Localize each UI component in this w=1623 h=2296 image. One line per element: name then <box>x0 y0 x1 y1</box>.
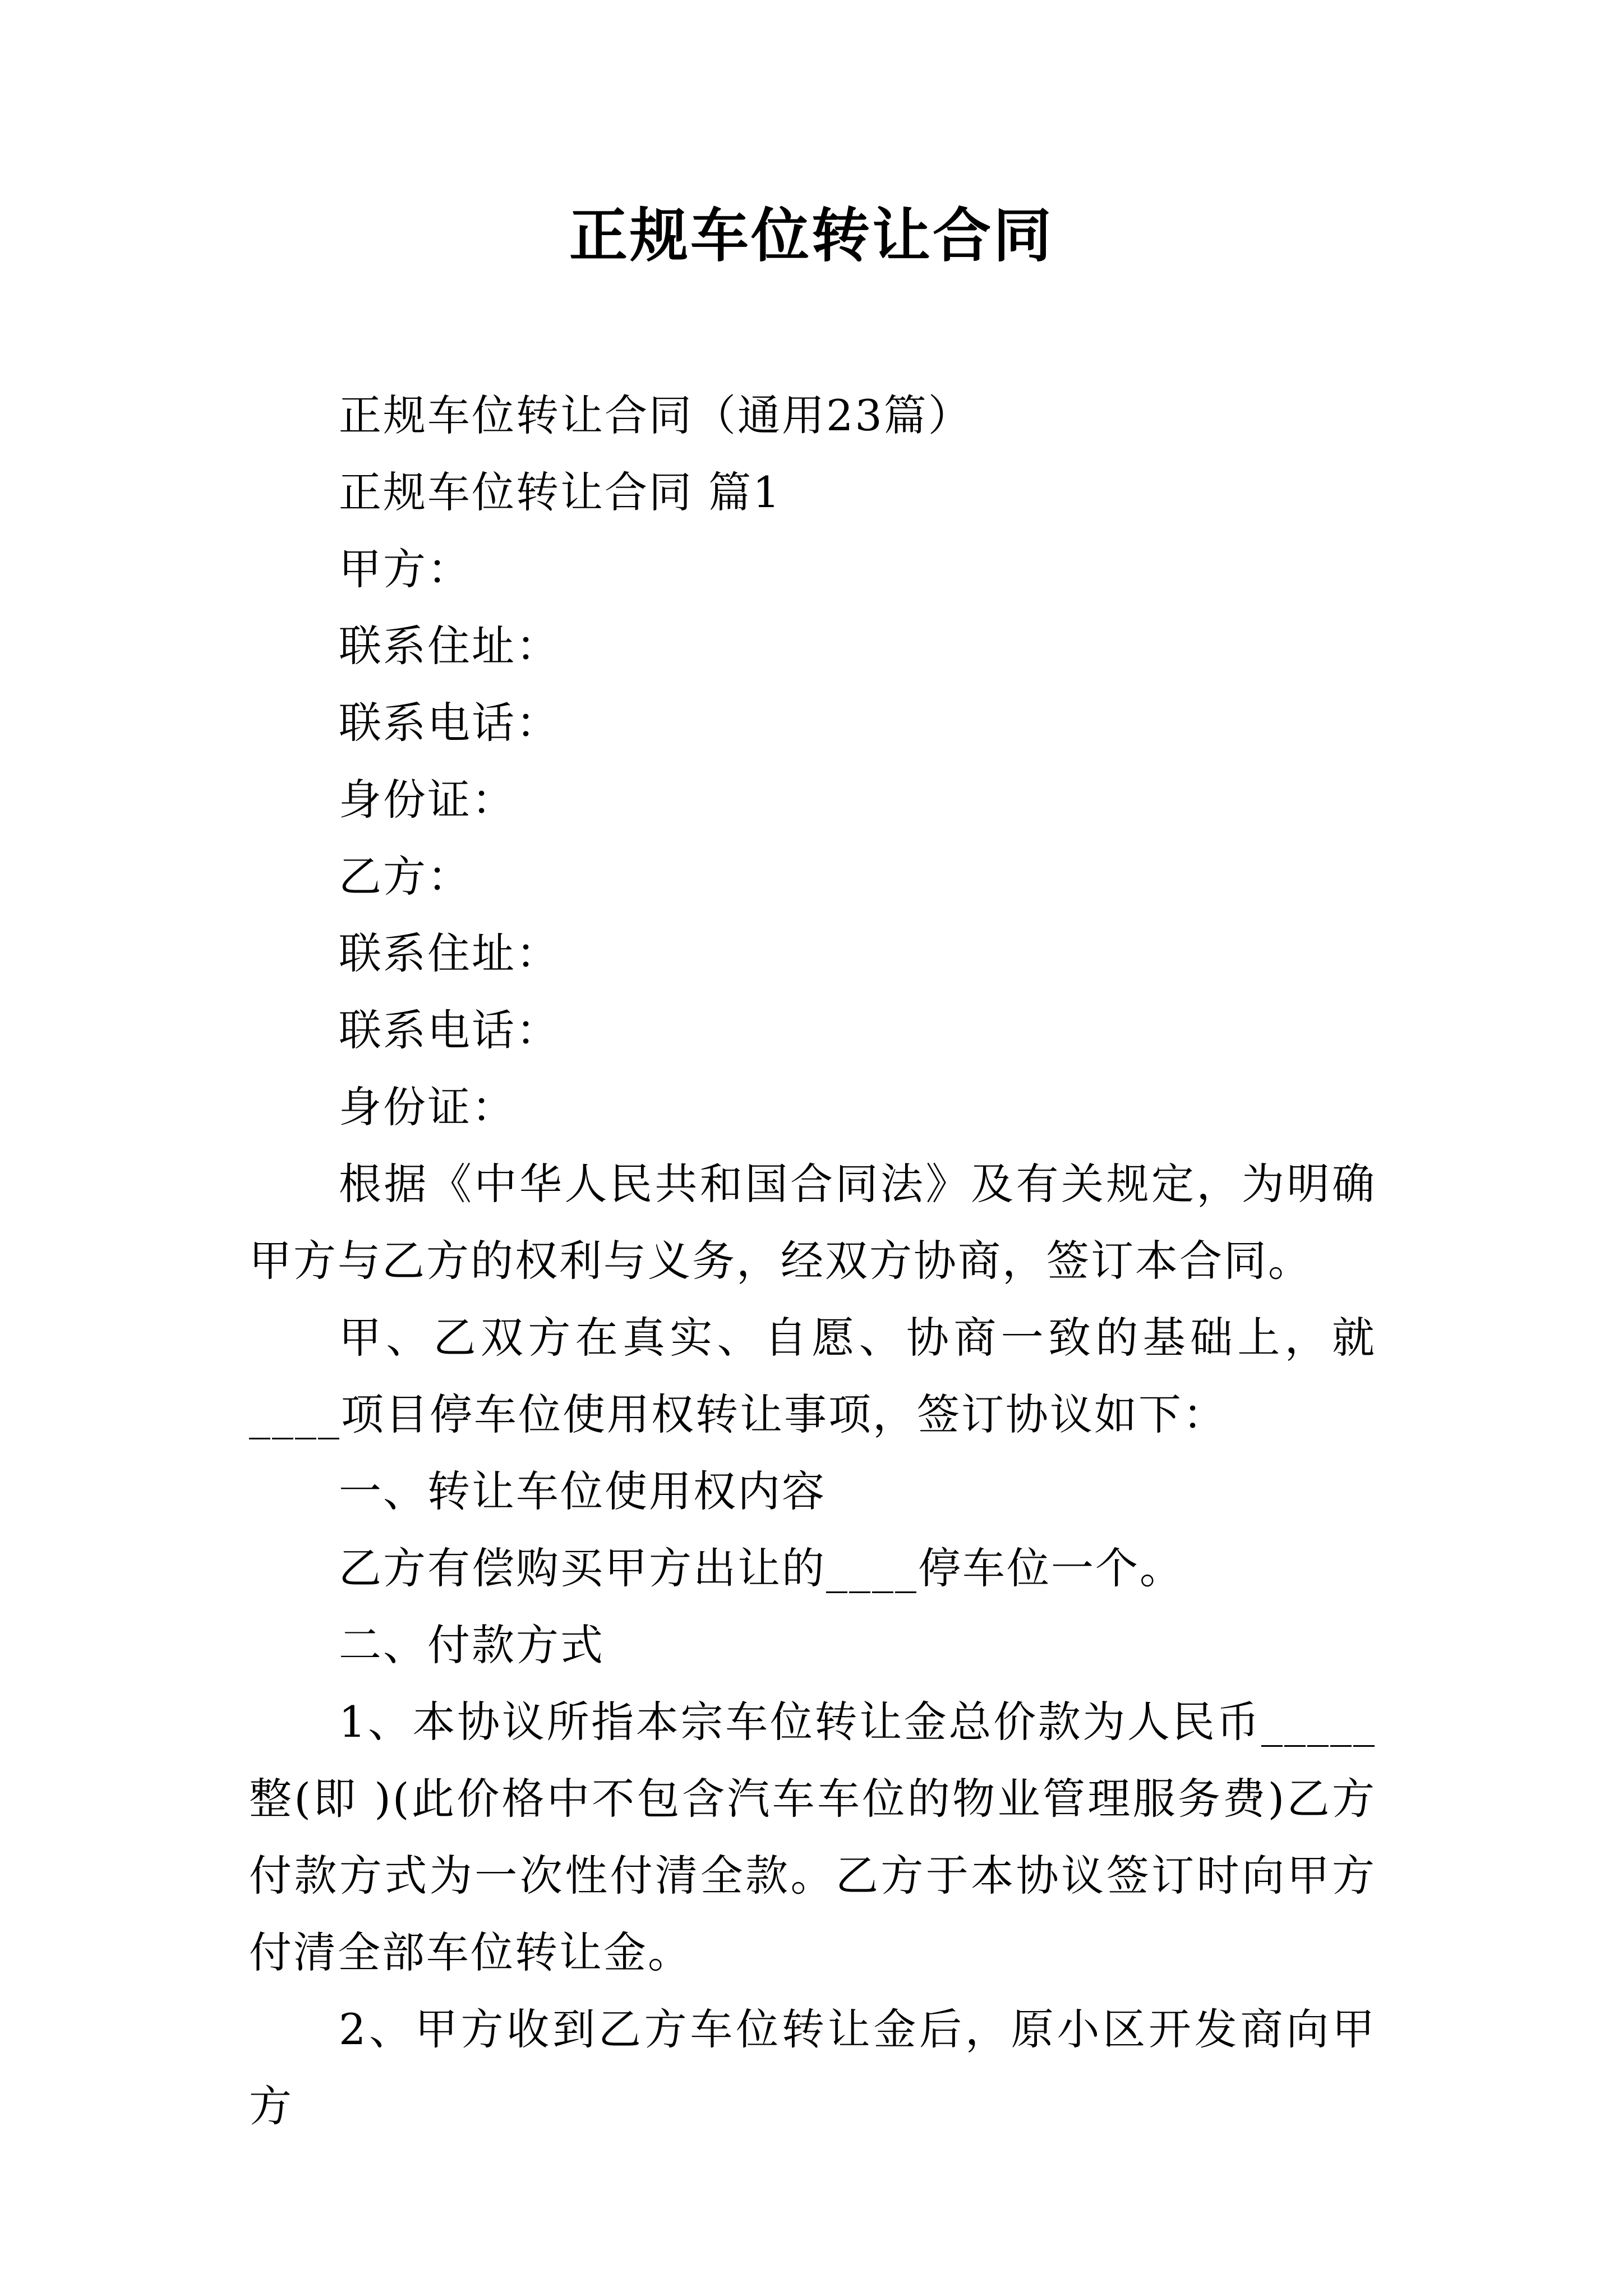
paragraph-party-b-address: 联系住址： <box>339 928 560 978</box>
paragraph-subtitle: 正规车位转让合同（通用23篇） <box>339 390 972 440</box>
paragraph-clause-1-heading: 一、转让车位使用权内容 <box>339 1466 826 1516</box>
paragraph-party-b-id: 身份证： <box>339 1082 516 1132</box>
paragraph-party-a-id: 身份证： <box>339 775 516 825</box>
paragraph-clause-2-heading: 二、付款方式 <box>339 1620 605 1670</box>
paragraph-section-heading: 正规车位转让合同 篇1 <box>339 467 782 517</box>
paragraph-clause-1: 乙方有偿购买甲方出让的____停车位一个。 <box>339 1543 1184 1593</box>
paragraph-agreement: 甲、乙双方在真实、自愿、协商一致的基础上，就____项目停车位使用权转让事项，签订协议如下： <box>249 1313 1376 1439</box>
document-body <box>249 377 1376 2145</box>
paragraph-clause-2-item-1: 1、本协议所指本宗车位转让金总价款为人民币_____整(即 )(此价格中不包含汽车车位的物业管理服务费)乙方付款方式为一次性付清全款。乙方于本协议签订时向甲方付清全部车位转让金。 <box>249 1697 1376 1977</box>
paragraph-party-a-address: 联系住址： <box>339 621 560 671</box>
paragraph-basis: 根据《中华人民共和国合同法》及有关规定，为明确甲方与乙方的权利与义务，经双方协商，签订本合同。 <box>249 1159 1376 1286</box>
paragraph-clause-2-item-2: 2、甲方收到乙方车位转让金后，原小区开发商向甲方 <box>249 2004 1376 2131</box>
paragraph-party-b-phone: 联系电话： <box>339 1005 560 1055</box>
paragraph-party-a: 甲方： <box>339 544 472 594</box>
paragraph-party-b: 乙方： <box>339 852 472 901</box>
document-title: 正规车位转让合同 <box>569 201 1054 270</box>
paragraph-party-a-phone: 联系电话： <box>339 698 560 748</box>
